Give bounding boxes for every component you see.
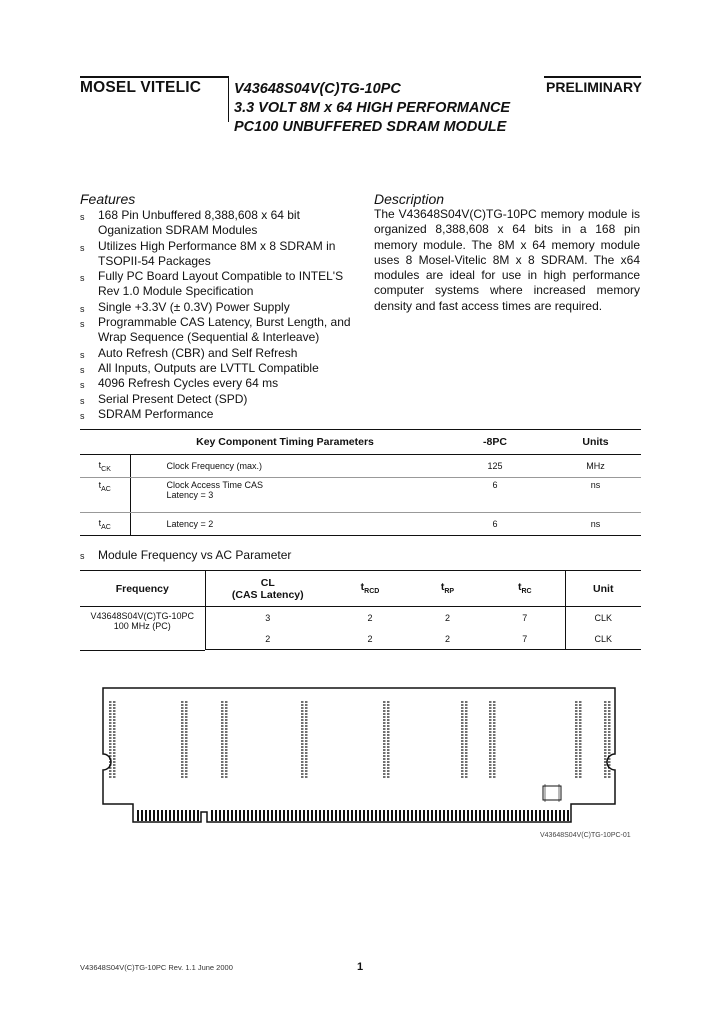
sdram-chip xyxy=(461,702,468,777)
description-text: The V43648S04V(C)TG-10PC memory module is organized 8,388,608 x 64 bits in a 168 pin memory module. The 8M x 64 memory module uses 8 Mosel-Vitelic 8M x 8 SDRAM. The x64 modules are ideal for use in high performance computer systems where increased memory density and fast access times are required. xyxy=(374,207,640,313)
table-row xyxy=(80,513,641,536)
freq-table-left-rule xyxy=(80,650,205,651)
sdram-chip xyxy=(383,702,390,777)
sdram-chip xyxy=(575,702,582,777)
col-trc-header: $t_{RC}$ xyxy=(485,571,565,607)
feature-item: s Fully PC Board Layout Compatible to INTEL'S Rev 1.0 Module Specification xyxy=(80,269,360,300)
unit-cell: CLK xyxy=(565,628,641,650)
col-trcd-header: $t_{RCD}$ xyxy=(330,571,410,607)
feature-item: s Serial Present Detect (SPD) xyxy=(80,392,360,407)
table-row xyxy=(80,455,641,478)
value-cell: 125 xyxy=(440,455,550,478)
sdram-chip xyxy=(221,702,228,777)
symbol-cell: $t_{AC}$ xyxy=(80,513,130,536)
features-heading: Features xyxy=(80,191,136,207)
param-cell: Clock Access Time CAS Latency = 3 xyxy=(130,478,440,513)
sdram-chip xyxy=(489,702,496,777)
figure-caption: V43648S04V(C)TG-10PC-01 xyxy=(540,832,631,839)
feature-item: s Single +3.3V (± 0.3V) Power Supply xyxy=(80,300,360,315)
symbol-cell: $t_{CK}$ xyxy=(80,455,130,478)
header-divider xyxy=(228,76,229,122)
features-list xyxy=(80,208,360,422)
symbol-cell: $t_{AC}$ xyxy=(80,478,130,513)
unit-cell: ns xyxy=(550,478,641,513)
page-number: 1 xyxy=(357,961,364,973)
frequency-cell: V43648S04V(C)TG-10PC 100 MHz (PC) xyxy=(90,611,195,631)
col-cl-header: CL (CAS Latency) xyxy=(205,571,330,607)
table-row xyxy=(80,607,641,629)
brand-logo: MOSEL VITELIC xyxy=(80,79,202,96)
col-unit-header: Unit xyxy=(565,571,641,607)
feature-item: s 4096 Refresh Cycles every 64 ms xyxy=(80,376,360,391)
col-speed-header: -8PC xyxy=(440,430,550,455)
trp-cell: 2 xyxy=(410,628,485,650)
trcd-cell: 2 xyxy=(367,612,373,623)
title-line-3: PC100 UNBUFFERED SDRAM MODULE xyxy=(234,119,507,135)
preliminary-label: PRELIMINARY xyxy=(546,79,642,95)
feature-item: s SDRAM Performance xyxy=(80,407,360,422)
cl-cell: 2 xyxy=(205,628,330,650)
header-rule-right xyxy=(544,76,641,78)
param-cell: Latency = 2 xyxy=(130,513,440,536)
document-title xyxy=(234,80,510,137)
title-line-2: 3.3 VOLT 8M x 64 HIGH PERFORMANCE xyxy=(234,100,511,116)
cl-cell: 3 xyxy=(205,607,330,629)
description-heading: Description xyxy=(374,191,445,207)
feature-item: s Utilizes High Performance 8M x 8 SDRAM in TSOPII-54 Packages xyxy=(80,239,360,270)
trc-cell: 7 xyxy=(522,612,528,623)
module-outline xyxy=(103,688,615,822)
feature-item: s All Inputs, Outputs are LVTTL Compatible xyxy=(80,361,360,376)
trcd-cell: 2 xyxy=(330,628,410,650)
feature-item: s Auto Refresh (CBR) and Self Refresh xyxy=(80,346,360,361)
feature-item: s Programmable CAS Latency, Burst Length, and Wrap Sequence (Sequential & Interleave) xyxy=(80,315,360,346)
sdram-chip xyxy=(301,702,308,777)
module-drawing xyxy=(101,686,617,824)
unit-cell: CLK xyxy=(565,607,641,629)
col-param-header: Key Component Timing Parameters xyxy=(130,430,440,455)
col-trp-header: $t_{RP}$ xyxy=(410,571,485,607)
unit-cell: ns xyxy=(550,513,641,536)
trc-cell: 7 xyxy=(485,628,565,650)
value-cell: 6 xyxy=(440,513,550,536)
frequency-table xyxy=(80,570,641,650)
unit-cell: MHz xyxy=(550,455,641,478)
trp-cell: 2 xyxy=(444,612,450,623)
spd-eeprom-chip xyxy=(543,784,561,802)
footer-doc-id: V43648S04V(C)TG-10PC Rev. 1.1 June 2000 xyxy=(80,963,233,972)
value-cell: 6 xyxy=(440,478,550,513)
header-rule-left xyxy=(80,76,228,78)
col-frequency-header: Frequency xyxy=(80,571,205,607)
feature-item: s 168 Pin Unbuffered 8,388,608 x 64 bit Oganization SDRAM Modules xyxy=(80,208,360,239)
sdram-chips xyxy=(109,702,611,777)
param-cell: Clock Frequency (max.) xyxy=(130,455,440,478)
table-row xyxy=(80,478,641,513)
part-number: V43648S04V(C)TG-10PC xyxy=(234,81,401,97)
sdram-chip xyxy=(181,702,188,777)
timing-parameters-table xyxy=(80,429,641,536)
col-units-header: Units xyxy=(550,430,641,455)
freq-section-title: s Module Frequency vs AC Parameter xyxy=(80,548,292,562)
